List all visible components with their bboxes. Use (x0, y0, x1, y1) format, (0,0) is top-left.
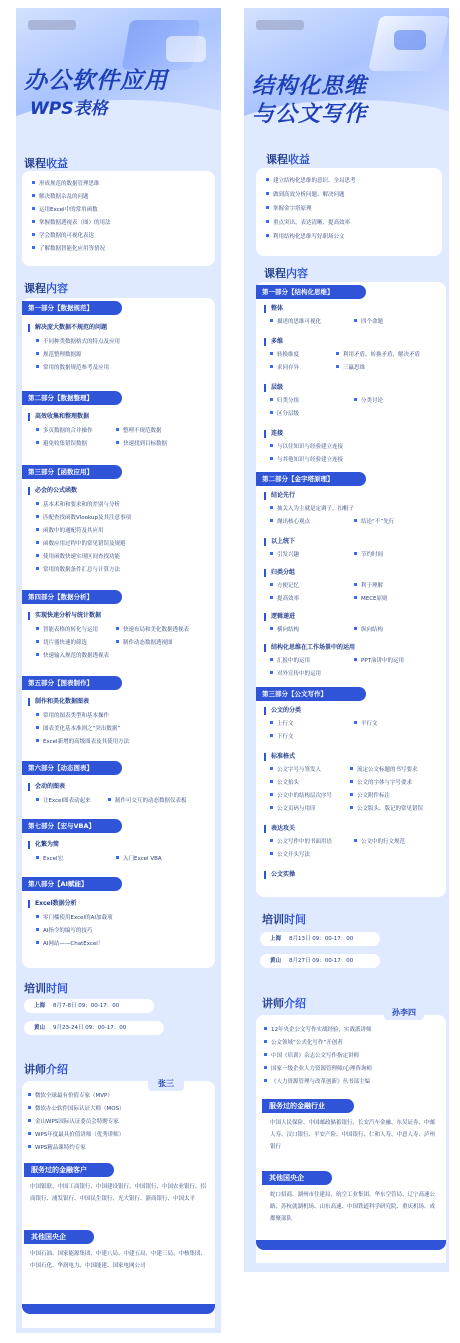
content-item: 描述的思维可视化 (270, 319, 321, 326)
part-8-label: 第八部分【AI赋能】 (22, 877, 122, 891)
content-item: 转换维度 (270, 352, 299, 359)
content-item: 公文附件标注 (350, 793, 390, 800)
content-item: AI网站——ChatExcel！ (36, 941, 103, 948)
soe-clients-text: 中国石油、国家能源集团、中建八局、中建五局、中建三局、中核集团、中国石化、华润电力、中国能建、国家电网公司 (30, 1251, 207, 1269)
content-item: 公文抬头 (270, 780, 299, 787)
content-item: 入门Excel VBA (116, 856, 162, 863)
teacher-item: 微软全球最有价值专家（MVP） (28, 1093, 113, 1100)
poster-subtitle: WPS表格 (30, 99, 108, 119)
content-item: 抽关入为主就是定调子、扣帽子 (270, 506, 354, 513)
content-item: 公文的字体与字号要求 (350, 780, 412, 787)
content-item: 常用的图表类型和基本操作 (36, 713, 109, 720)
content-item: 基本术和和要求和的差别与分析 (36, 502, 120, 509)
teacher-item: 微软办公软件国际认证大师（MOS） (28, 1106, 125, 1113)
gain-item: 利用结构化思维写好职场公文 (266, 234, 345, 241)
part-1-label: 第一部分【结构化思维】 (256, 285, 366, 299)
logo-placeholder (256, 20, 304, 30)
part-2-subtitle: 高效收集和整理数据 (28, 413, 89, 421)
content-item: 流定公文标题的书写要求 (350, 767, 418, 774)
group-title: 标准格式 (264, 753, 295, 761)
content-item: 公文字号与签发人 (270, 767, 321, 774)
section-title-teacher: 讲师介绍 (24, 1063, 68, 1076)
content-item: 制作动态数据透视图 (116, 640, 173, 647)
teacher-item: WPS年度最具价值讲师（优秀讲师） (28, 1132, 124, 1139)
gain-item: 重点突出、表达清晰、提高效率 (266, 220, 350, 227)
training-session-1: 上海 8月13日 09：00-17：00 (260, 932, 380, 946)
teacher-item: 中国《培训》杂志公文写作指定讲师 (264, 1053, 359, 1060)
teacher-item: WPS精品课特约专家 (28, 1145, 86, 1152)
content-item: 整理不规范数据 (116, 428, 162, 435)
content-item: 常用的数据规范参考及应用 (36, 365, 109, 372)
group-title: 以上统下 (264, 538, 295, 546)
group-title: 层级 (264, 384, 283, 392)
left-poster (16, 8, 221, 1333)
content-item: 纵向结构 (354, 627, 383, 634)
content-item: 公文页码与用印 (270, 806, 316, 813)
part-1-subtitle: 解决庞大数据不规范的问题 (28, 324, 107, 332)
content-item: 制作可交互的动态数据仪表板 (108, 798, 187, 805)
part-3-label: 第三部分【公文写作】 (256, 687, 366, 701)
content-item: 平行文 (354, 721, 378, 728)
part-3-subtitle: 必会的公式函数 (28, 487, 77, 495)
finance-clients-text: 中国人民保险、中国邮政储蓄银行、长安汽车金融、东吴证券、中邮人寿、汉口银行、平安产险、中国银行、仁和人寿、中意人寿、泸州银行 (270, 1120, 436, 1150)
content-item: 下行文 (270, 734, 294, 741)
content-item: 对外宣传中的运用 (270, 671, 321, 678)
section-title-content: 课程内容 (24, 282, 68, 295)
content-item: 三赢思维 (336, 365, 365, 372)
soe-clients-title: 其他国央企 (262, 1171, 332, 1185)
decorative-screen-graphic (394, 30, 426, 50)
content-item: 求同存异 (270, 365, 299, 372)
left-hero (16, 8, 221, 148)
training-session-2: 黄山 9月23-24日 09：00-17：00 (24, 1021, 164, 1035)
content-item: 函数应用过程中的常见错误及规避 (36, 541, 126, 548)
part-4-label: 第四部分【数据分析】 (22, 590, 122, 604)
content-item: 与其他知识与经验建立连接 (270, 457, 343, 464)
content-item: 快速布局和美化数据透视表 (116, 627, 189, 634)
content-item: 方便记忆 (270, 583, 299, 590)
content-item: 公文版头、版记的常见错误 (350, 806, 423, 813)
group-title: 公文实操 (264, 871, 295, 879)
soe-clients-text: 蛇口招商、湖州市住建局、航空工业集团、华东空管局、辽宁高速公路、苏杭就湖机场、山东高速、中国铁道科学研究院、重庆机场、成都聚部队 (270, 1192, 436, 1222)
content-item: 抛出核心观点 (270, 519, 310, 526)
teacher-item: 12年央企公文写作实战经验，实战派讲师 (264, 1027, 372, 1034)
part-2-label: 第二部分【金字塔原理】 (256, 472, 366, 486)
poster-title: 结构化思维 (252, 74, 368, 99)
part-1-label: 第一部分【数据规范】 (22, 301, 122, 315)
content-item: 让Excel图表动起来 (36, 798, 91, 805)
poster-subtitle: 与公文写作 (252, 102, 368, 127)
part-6-label: 第六部分【动态图表】 (22, 761, 122, 775)
content-item: 使用函数快速实现区间查找功能 (36, 554, 120, 561)
content-item: 切片器快速的筛选 (36, 640, 87, 647)
right-poster (244, 8, 449, 1272)
content-item: 提高效率 (270, 596, 299, 603)
part-6-subtitle: 会动的图表 (28, 783, 65, 791)
gain-item: 运用Excel中的常用函数 (32, 207, 98, 214)
gain-item: 了解数据智能化应用等情况 (32, 246, 105, 253)
gain-item: 建立结构化思维的意识、全局思考 (266, 178, 356, 185)
content-item: 横向结构 (270, 627, 299, 634)
part-7-subtitle: 化繁为简 (28, 841, 59, 849)
part-4-subtitle: 实现快速分析与统计数据 (28, 612, 101, 620)
part-5-subtitle: 制作和美化数据图表 (28, 698, 89, 706)
content-item: 引发兴趣 (270, 552, 299, 559)
section-title-training: 培训时间 (262, 913, 306, 926)
group-title: 多维 (264, 338, 283, 346)
content-item: AI指令的编写的技巧 (36, 928, 92, 935)
section-title-gains: 课程收益 (24, 157, 68, 170)
part-8-subtitle: Excel数据分析 (28, 900, 77, 908)
training-session-1: 上海 8月7-8日 09：00-17：00 (24, 999, 154, 1013)
gain-item: 解决数据杂乱的问题 (32, 194, 89, 201)
content-item: 图表美化基本准则之“突出数据” (36, 726, 120, 733)
section-title-training: 培训时间 (24, 982, 68, 995)
group-title: 公文的分类 (264, 707, 301, 715)
group-title: 逻辑递进 (264, 613, 295, 621)
group-title: 连接 (264, 430, 283, 438)
gain-item: 形成规范的数据管理思维 (32, 181, 100, 188)
gains-card (22, 171, 215, 266)
part-3-label: 第三部分【函数应用】 (22, 465, 122, 479)
content-item: 节约时间 (354, 552, 383, 559)
content-item: 归类分组 (270, 398, 299, 405)
content-item: 分类讨论 (354, 398, 383, 405)
gains-card (256, 168, 442, 256)
content-item: 常用的数据条件汇总与计算方法 (36, 567, 120, 574)
content-item: 公文开头写法 (270, 852, 310, 859)
content-item: 汇报中的运用 (270, 658, 310, 665)
content-item: 避免收集错误数据 (36, 441, 87, 448)
finance-clients-title: 服务过的金融客户 (24, 1163, 114, 1177)
part-5-label: 第五部分【图表制作】 (22, 676, 122, 690)
teacher-name: 孙李四 (384, 1006, 424, 1020)
content-item: 快速找到目标数据 (116, 441, 167, 448)
content-item: 快速输入规范的数据透视表 (36, 653, 109, 660)
content-item: 四个命题 (354, 319, 383, 326)
content-item: 匹配查找函数Vlookup及其注意事项 (36, 515, 131, 522)
group-title: 归类分组 (264, 569, 295, 577)
gain-item: 做到高效分析问题、解决问题 (266, 192, 345, 199)
teacher-item: 国家一级企业人力资源管理师/心理咨询师 (264, 1066, 372, 1073)
right-hero (244, 8, 449, 148)
training-session-2: 黄山 8月27日 09：00-17：00 (260, 954, 380, 968)
content-item: 公文中的结构层次序号 (270, 793, 332, 800)
section-title-teacher: 讲师介绍 (262, 997, 306, 1010)
content-item: 智能表格的转化与运用 (36, 627, 98, 634)
content-item: 上行文 (270, 721, 294, 728)
group-title: 表达攻关 (264, 825, 295, 833)
group-title: 整体 (264, 305, 283, 313)
section-title-content: 课程内容 (264, 267, 308, 280)
content-item: 结论“不”先行 (354, 519, 394, 526)
poster-title: 办公软件应用 (24, 68, 168, 94)
content-item: 规范整理数据源 (36, 352, 82, 359)
content-item: 多页数据的合并操作 (36, 428, 93, 435)
content-item: PPT演讲中的运用 (354, 658, 404, 665)
content-item: 零门槛使用Excel的AI加载项 (36, 915, 112, 922)
decorative-window-graphic (166, 36, 206, 62)
content-item: Excel宏 (36, 856, 63, 863)
gain-item: 学会数据的可视化表达 (32, 233, 94, 240)
finance-clients-title: 服务过的金融行业 (262, 1099, 354, 1113)
card-bottom-bar (256, 1240, 446, 1250)
section-title-gains: 课程收益 (266, 153, 310, 166)
teacher-item: 金山WPS国际认证委员会特聘专家 (28, 1119, 119, 1126)
logo-placeholder (28, 20, 76, 30)
content-item: 函数中的通配符及其应用 (36, 528, 104, 535)
content-item: 利于理解 (354, 583, 383, 590)
content-item: MECE原则 (354, 596, 388, 603)
part-7-label: 第七部分【宏与VBA】 (22, 819, 122, 833)
content-item: 区分层级 (270, 411, 299, 418)
group-title: 结论先行 (264, 492, 295, 500)
content-item: 与以往知识与经验建立连接 (270, 444, 343, 451)
part-2-label: 第二部分【数据整理】 (22, 391, 122, 405)
teacher-name: 张三 (148, 1077, 184, 1091)
gain-item: 掌握金字塔原理 (266, 206, 312, 213)
gain-item: 掌握数据透视表（图）的用法 (32, 220, 111, 227)
content-item: 不同种类数据格式的特点及应用 (36, 339, 120, 346)
card-bottom-bar (22, 1304, 215, 1314)
content-item: 公文写作中的书面用语 (270, 839, 332, 846)
finance-clients-text: 中国银联、中国工商银行、中国建设银行、中国银行、中国农业银行、招商银行、浦发银行、中国民生银行、光大银行、浙商银行、中国太平 (30, 1184, 207, 1202)
group-title: 结构化思维在工作场景中的运用 (264, 644, 355, 652)
teacher-item: 公文领域“公式化写作”开创者 (264, 1040, 343, 1047)
content-item: Excel新增的高级图表及其使用方法 (36, 739, 129, 746)
content-item: 利用矛盾、转换矛盾、解决矛盾 (336, 352, 420, 359)
teacher-item: 《人力资源管理与改革创新》丛书部主编 (264, 1079, 370, 1086)
content-item: 公文中的行文规范 (354, 839, 405, 846)
soe-clients-title: 其他国央企 (24, 1230, 94, 1244)
